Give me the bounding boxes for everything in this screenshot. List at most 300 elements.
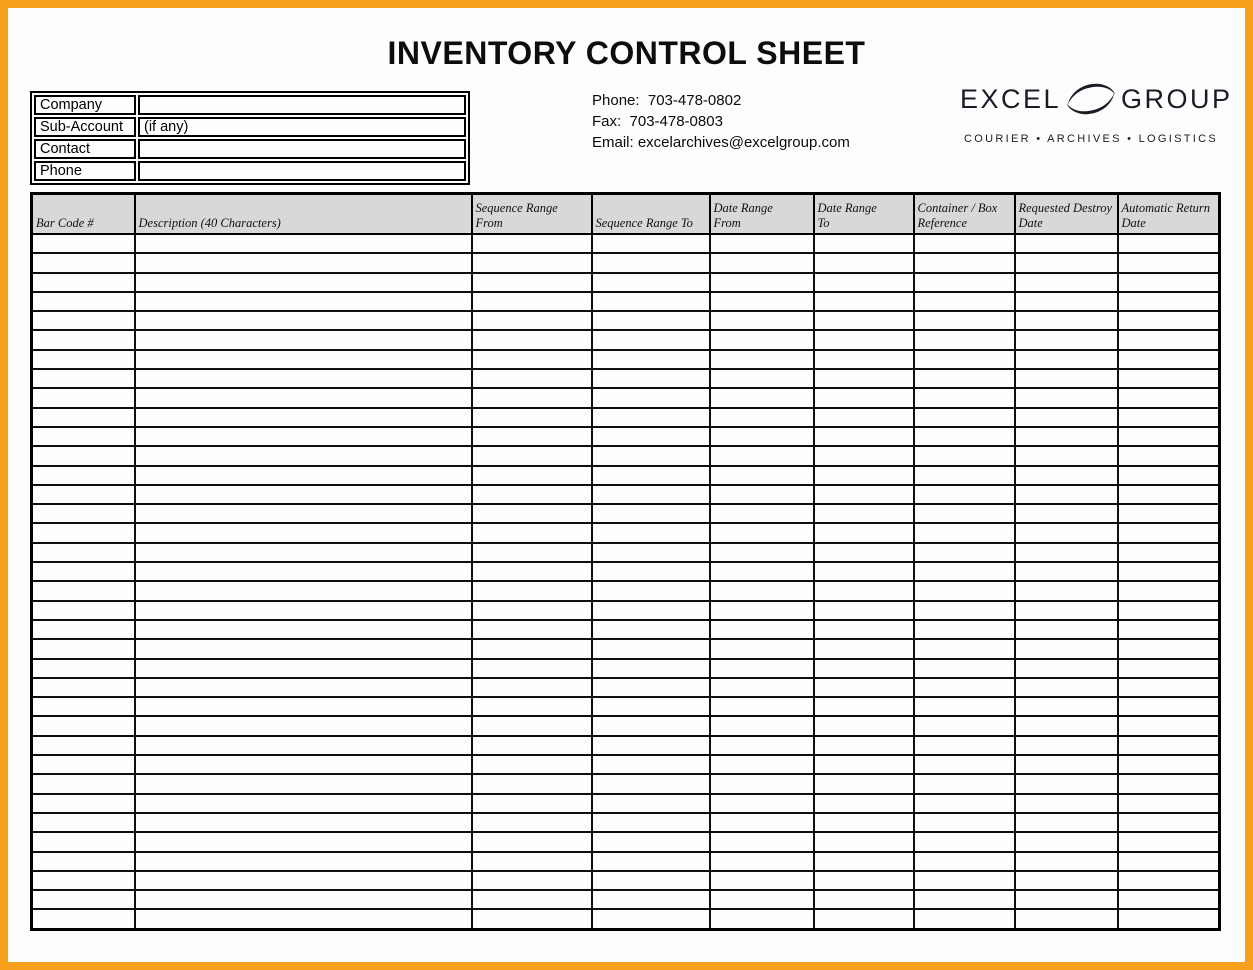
inventory-cell[interactable]	[710, 466, 814, 485]
inventory-cell[interactable]	[1118, 330, 1220, 349]
inventory-cell[interactable]	[1118, 832, 1220, 851]
inventory-cell[interactable]	[814, 832, 914, 851]
inventory-cell[interactable]	[710, 678, 814, 697]
inventory-cell[interactable]	[135, 774, 472, 793]
inventory-cell[interactable]	[135, 832, 472, 851]
inventory-cell[interactable]	[1118, 774, 1220, 793]
inventory-cell[interactable]	[135, 909, 472, 929]
inventory-cell[interactable]	[1015, 330, 1118, 349]
inventory-cell[interactable]	[710, 620, 814, 639]
inventory-cell[interactable]	[592, 427, 710, 446]
inventory-cell[interactable]	[914, 427, 1015, 446]
inventory-cell[interactable]	[710, 273, 814, 292]
inventory-cell[interactable]	[472, 292, 592, 311]
inventory-cell[interactable]	[814, 755, 914, 774]
sub-account-value-field[interactable]: (if any)	[138, 117, 466, 137]
inventory-cell[interactable]	[472, 311, 592, 330]
inventory-cell[interactable]	[1015, 292, 1118, 311]
inventory-cell[interactable]	[814, 871, 914, 890]
inventory-cell[interactable]	[710, 909, 814, 929]
inventory-cell[interactable]	[914, 466, 1015, 485]
inventory-cell[interactable]	[1118, 909, 1220, 929]
inventory-cell[interactable]	[814, 466, 914, 485]
inventory-cell[interactable]	[135, 813, 472, 832]
inventory-cell[interactable]	[472, 562, 592, 581]
inventory-cell[interactable]	[472, 446, 592, 465]
inventory-cell[interactable]	[710, 253, 814, 272]
inventory-cell[interactable]	[32, 774, 135, 793]
inventory-cell[interactable]	[592, 253, 710, 272]
inventory-cell[interactable]	[1118, 466, 1220, 485]
inventory-cell[interactable]	[1015, 273, 1118, 292]
inventory-cell[interactable]	[32, 562, 135, 581]
inventory-cell[interactable]	[592, 871, 710, 890]
inventory-cell[interactable]	[592, 755, 710, 774]
inventory-cell[interactable]	[1118, 697, 1220, 716]
inventory-cell[interactable]	[710, 311, 814, 330]
inventory-cell[interactable]	[135, 504, 472, 523]
inventory-cell[interactable]	[1015, 523, 1118, 542]
inventory-cell[interactable]	[135, 562, 472, 581]
inventory-cell[interactable]	[710, 852, 814, 871]
inventory-cell[interactable]	[135, 601, 472, 620]
inventory-cell[interactable]	[1015, 369, 1118, 388]
inventory-cell[interactable]	[32, 871, 135, 890]
inventory-cell[interactable]	[472, 330, 592, 349]
inventory-cell[interactable]	[914, 543, 1015, 562]
inventory-cell[interactable]	[32, 890, 135, 909]
inventory-cell[interactable]	[1015, 620, 1118, 639]
inventory-cell[interactable]	[710, 408, 814, 427]
inventory-cell[interactable]	[135, 446, 472, 465]
inventory-cell[interactable]	[814, 852, 914, 871]
inventory-cell[interactable]	[592, 388, 710, 407]
inventory-cell[interactable]	[1118, 543, 1220, 562]
inventory-cell[interactable]	[710, 292, 814, 311]
inventory-cell[interactable]	[814, 774, 914, 793]
inventory-cell[interactable]	[592, 620, 710, 639]
inventory-cell[interactable]	[914, 755, 1015, 774]
inventory-cell[interactable]	[914, 794, 1015, 813]
inventory-cell[interactable]	[710, 813, 814, 832]
inventory-cell[interactable]	[1015, 543, 1118, 562]
inventory-cell[interactable]	[1118, 273, 1220, 292]
inventory-cell[interactable]	[32, 581, 135, 600]
inventory-cell[interactable]	[135, 485, 472, 504]
inventory-cell[interactable]	[914, 909, 1015, 929]
inventory-cell[interactable]	[592, 581, 710, 600]
inventory-cell[interactable]	[1118, 234, 1220, 253]
inventory-cell[interactable]	[710, 736, 814, 755]
inventory-cell[interactable]	[1118, 678, 1220, 697]
inventory-cell[interactable]	[32, 466, 135, 485]
inventory-cell[interactable]	[814, 523, 914, 542]
inventory-cell[interactable]	[592, 890, 710, 909]
inventory-cell[interactable]	[472, 832, 592, 851]
inventory-cell[interactable]	[914, 408, 1015, 427]
inventory-cell[interactable]	[472, 639, 592, 658]
inventory-cell[interactable]	[914, 388, 1015, 407]
inventory-cell[interactable]	[592, 639, 710, 658]
inventory-cell[interactable]	[710, 234, 814, 253]
inventory-cell[interactable]	[592, 716, 710, 735]
inventory-cell[interactable]	[710, 485, 814, 504]
inventory-cell[interactable]	[1118, 852, 1220, 871]
inventory-cell[interactable]	[472, 774, 592, 793]
inventory-cell[interactable]	[32, 369, 135, 388]
inventory-cell[interactable]	[814, 388, 914, 407]
inventory-cell[interactable]	[814, 890, 914, 909]
inventory-cell[interactable]	[710, 504, 814, 523]
inventory-cell[interactable]	[1015, 697, 1118, 716]
inventory-cell[interactable]	[472, 350, 592, 369]
inventory-cell[interactable]	[472, 890, 592, 909]
inventory-cell[interactable]	[1118, 639, 1220, 658]
inventory-cell[interactable]	[592, 909, 710, 929]
inventory-cell[interactable]	[32, 678, 135, 697]
inventory-cell[interactable]	[1015, 504, 1118, 523]
inventory-cell[interactable]	[472, 504, 592, 523]
inventory-cell[interactable]	[472, 620, 592, 639]
inventory-cell[interactable]	[814, 794, 914, 813]
inventory-cell[interactable]	[472, 736, 592, 755]
inventory-cell[interactable]	[135, 273, 472, 292]
inventory-cell[interactable]	[592, 562, 710, 581]
inventory-cell[interactable]	[814, 292, 914, 311]
inventory-cell[interactable]	[1015, 813, 1118, 832]
inventory-cell[interactable]	[1118, 253, 1220, 272]
inventory-cell[interactable]	[710, 659, 814, 678]
inventory-cell[interactable]	[1118, 427, 1220, 446]
inventory-cell[interactable]	[814, 678, 914, 697]
inventory-cell[interactable]	[1118, 755, 1220, 774]
inventory-cell[interactable]	[32, 485, 135, 504]
inventory-cell[interactable]	[135, 330, 472, 349]
inventory-cell[interactable]	[135, 234, 472, 253]
inventory-cell[interactable]	[814, 562, 914, 581]
inventory-cell[interactable]	[814, 813, 914, 832]
inventory-cell[interactable]	[1015, 736, 1118, 755]
inventory-cell[interactable]	[592, 273, 710, 292]
inventory-cell[interactable]	[914, 832, 1015, 851]
inventory-cell[interactable]	[32, 909, 135, 929]
inventory-cell[interactable]	[592, 794, 710, 813]
inventory-cell[interactable]	[135, 871, 472, 890]
inventory-cell[interactable]	[135, 678, 472, 697]
inventory-cell[interactable]	[135, 620, 472, 639]
inventory-cell[interactable]	[32, 446, 135, 465]
inventory-cell[interactable]	[814, 273, 914, 292]
inventory-cell[interactable]	[135, 716, 472, 735]
inventory-cell[interactable]	[135, 659, 472, 678]
inventory-cell[interactable]	[914, 253, 1015, 272]
inventory-cell[interactable]	[472, 369, 592, 388]
inventory-cell[interactable]	[814, 620, 914, 639]
inventory-cell[interactable]	[914, 446, 1015, 465]
inventory-cell[interactable]	[592, 678, 710, 697]
inventory-cell[interactable]	[1015, 485, 1118, 504]
inventory-cell[interactable]	[592, 659, 710, 678]
inventory-cell[interactable]	[135, 697, 472, 716]
inventory-cell[interactable]	[814, 736, 914, 755]
inventory-cell[interactable]	[814, 543, 914, 562]
inventory-cell[interactable]	[135, 292, 472, 311]
inventory-cell[interactable]	[135, 639, 472, 658]
inventory-cell[interactable]	[1118, 504, 1220, 523]
inventory-cell[interactable]	[1015, 659, 1118, 678]
inventory-cell[interactable]	[914, 292, 1015, 311]
inventory-cell[interactable]	[472, 523, 592, 542]
inventory-cell[interactable]	[814, 427, 914, 446]
inventory-cell[interactable]	[592, 369, 710, 388]
inventory-cell[interactable]	[814, 234, 914, 253]
inventory-cell[interactable]	[1015, 909, 1118, 929]
inventory-cell[interactable]	[914, 678, 1015, 697]
inventory-cell[interactable]	[472, 601, 592, 620]
inventory-cell[interactable]	[592, 350, 710, 369]
inventory-cell[interactable]	[472, 909, 592, 929]
inventory-cell[interactable]	[592, 485, 710, 504]
inventory-cell[interactable]	[135, 581, 472, 600]
inventory-cell[interactable]	[135, 388, 472, 407]
inventory-cell[interactable]	[472, 813, 592, 832]
contact-value-field[interactable]	[138, 139, 466, 159]
inventory-cell[interactable]	[1118, 581, 1220, 600]
inventory-cell[interactable]	[710, 330, 814, 349]
inventory-cell[interactable]	[1015, 350, 1118, 369]
inventory-cell[interactable]	[472, 678, 592, 697]
inventory-cell[interactable]	[814, 909, 914, 929]
inventory-cell[interactable]	[814, 485, 914, 504]
phone-value-field[interactable]	[138, 161, 466, 181]
inventory-cell[interactable]	[472, 466, 592, 485]
inventory-cell[interactable]	[814, 716, 914, 735]
inventory-cell[interactable]	[32, 523, 135, 542]
inventory-cell[interactable]	[1118, 408, 1220, 427]
inventory-cell[interactable]	[710, 350, 814, 369]
inventory-cell[interactable]	[592, 852, 710, 871]
inventory-cell[interactable]	[32, 620, 135, 639]
inventory-cell[interactable]	[32, 292, 135, 311]
inventory-cell[interactable]	[814, 311, 914, 330]
inventory-cell[interactable]	[710, 369, 814, 388]
inventory-cell[interactable]	[135, 890, 472, 909]
inventory-cell[interactable]	[32, 813, 135, 832]
inventory-cell[interactable]	[1118, 601, 1220, 620]
inventory-cell[interactable]	[814, 504, 914, 523]
inventory-cell[interactable]	[135, 736, 472, 755]
inventory-cell[interactable]	[1118, 350, 1220, 369]
inventory-cell[interactable]	[1118, 446, 1220, 465]
inventory-cell[interactable]	[814, 639, 914, 658]
inventory-cell[interactable]	[592, 330, 710, 349]
inventory-cell[interactable]	[914, 485, 1015, 504]
inventory-cell[interactable]	[914, 523, 1015, 542]
inventory-cell[interactable]	[1118, 620, 1220, 639]
inventory-cell[interactable]	[710, 890, 814, 909]
inventory-cell[interactable]	[1118, 716, 1220, 735]
inventory-cell[interactable]	[32, 253, 135, 272]
inventory-cell[interactable]	[1015, 466, 1118, 485]
inventory-cell[interactable]	[592, 736, 710, 755]
inventory-cell[interactable]	[592, 774, 710, 793]
inventory-cell[interactable]	[592, 601, 710, 620]
inventory-cell[interactable]	[1118, 736, 1220, 755]
inventory-cell[interactable]	[914, 562, 1015, 581]
inventory-cell[interactable]	[914, 659, 1015, 678]
inventory-cell[interactable]	[710, 871, 814, 890]
inventory-cell[interactable]	[1118, 523, 1220, 542]
inventory-cell[interactable]	[1118, 871, 1220, 890]
inventory-cell[interactable]	[472, 755, 592, 774]
inventory-cell[interactable]	[472, 543, 592, 562]
inventory-cell[interactable]	[592, 523, 710, 542]
inventory-cell[interactable]	[32, 311, 135, 330]
inventory-cell[interactable]	[1015, 871, 1118, 890]
inventory-cell[interactable]	[472, 273, 592, 292]
inventory-cell[interactable]	[592, 813, 710, 832]
inventory-cell[interactable]	[1015, 311, 1118, 330]
inventory-cell[interactable]	[914, 852, 1015, 871]
inventory-cell[interactable]	[814, 601, 914, 620]
inventory-cell[interactable]	[135, 253, 472, 272]
inventory-cell[interactable]	[914, 871, 1015, 890]
inventory-cell[interactable]	[32, 388, 135, 407]
inventory-cell[interactable]	[592, 832, 710, 851]
inventory-cell[interactable]	[592, 543, 710, 562]
inventory-cell[interactable]	[32, 659, 135, 678]
inventory-cell[interactable]	[914, 736, 1015, 755]
inventory-cell[interactable]	[135, 755, 472, 774]
inventory-cell[interactable]	[710, 794, 814, 813]
inventory-cell[interactable]	[32, 234, 135, 253]
inventory-cell[interactable]	[135, 523, 472, 542]
inventory-cell[interactable]	[32, 755, 135, 774]
inventory-cell[interactable]	[1015, 852, 1118, 871]
inventory-cell[interactable]	[814, 408, 914, 427]
inventory-cell[interactable]	[1015, 253, 1118, 272]
inventory-cell[interactable]	[710, 832, 814, 851]
inventory-cell[interactable]	[32, 852, 135, 871]
inventory-cell[interactable]	[472, 485, 592, 504]
inventory-cell[interactable]	[32, 736, 135, 755]
inventory-cell[interactable]	[472, 794, 592, 813]
inventory-cell[interactable]	[1015, 832, 1118, 851]
inventory-cell[interactable]	[814, 697, 914, 716]
inventory-cell[interactable]	[914, 716, 1015, 735]
inventory-cell[interactable]	[472, 716, 592, 735]
inventory-cell[interactable]	[1015, 562, 1118, 581]
inventory-cell[interactable]	[710, 388, 814, 407]
inventory-cell[interactable]	[1015, 890, 1118, 909]
inventory-cell[interactable]	[472, 697, 592, 716]
inventory-cell[interactable]	[592, 292, 710, 311]
inventory-cell[interactable]	[32, 330, 135, 349]
inventory-cell[interactable]	[1015, 794, 1118, 813]
inventory-cell[interactable]	[592, 504, 710, 523]
inventory-cell[interactable]	[592, 408, 710, 427]
inventory-cell[interactable]	[914, 581, 1015, 600]
inventory-cell[interactable]	[1015, 678, 1118, 697]
inventory-cell[interactable]	[914, 639, 1015, 658]
inventory-cell[interactable]	[135, 350, 472, 369]
inventory-cell[interactable]	[814, 659, 914, 678]
inventory-cell[interactable]	[32, 716, 135, 735]
inventory-cell[interactable]	[472, 871, 592, 890]
inventory-cell[interactable]	[1015, 427, 1118, 446]
inventory-cell[interactable]	[1118, 388, 1220, 407]
inventory-cell[interactable]	[710, 697, 814, 716]
inventory-cell[interactable]	[1118, 311, 1220, 330]
inventory-cell[interactable]	[914, 813, 1015, 832]
inventory-cell[interactable]	[1015, 774, 1118, 793]
inventory-cell[interactable]	[472, 253, 592, 272]
inventory-cell[interactable]	[914, 890, 1015, 909]
inventory-cell[interactable]	[1118, 813, 1220, 832]
inventory-cell[interactable]	[710, 774, 814, 793]
inventory-cell[interactable]	[914, 620, 1015, 639]
inventory-cell[interactable]	[32, 350, 135, 369]
inventory-cell[interactable]	[914, 697, 1015, 716]
inventory-cell[interactable]	[710, 543, 814, 562]
inventory-cell[interactable]	[1015, 234, 1118, 253]
inventory-cell[interactable]	[814, 253, 914, 272]
inventory-cell[interactable]	[32, 427, 135, 446]
inventory-cell[interactable]	[710, 601, 814, 620]
inventory-cell[interactable]	[472, 659, 592, 678]
inventory-cell[interactable]	[135, 852, 472, 871]
inventory-cell[interactable]	[592, 311, 710, 330]
inventory-cell[interactable]	[1015, 581, 1118, 600]
inventory-cell[interactable]	[1118, 292, 1220, 311]
inventory-cell[interactable]	[1118, 485, 1220, 504]
inventory-cell[interactable]	[814, 330, 914, 349]
inventory-cell[interactable]	[472, 388, 592, 407]
inventory-cell[interactable]	[914, 234, 1015, 253]
inventory-cell[interactable]	[472, 234, 592, 253]
inventory-cell[interactable]	[1118, 659, 1220, 678]
inventory-cell[interactable]	[135, 543, 472, 562]
inventory-cell[interactable]	[710, 581, 814, 600]
inventory-cell[interactable]	[592, 466, 710, 485]
inventory-cell[interactable]	[1015, 755, 1118, 774]
inventory-cell[interactable]	[710, 446, 814, 465]
inventory-cell[interactable]	[914, 504, 1015, 523]
inventory-cell[interactable]	[135, 794, 472, 813]
inventory-cell[interactable]	[814, 350, 914, 369]
inventory-cell[interactable]	[710, 562, 814, 581]
inventory-cell[interactable]	[914, 774, 1015, 793]
inventory-cell[interactable]	[32, 408, 135, 427]
inventory-cell[interactable]	[1015, 388, 1118, 407]
inventory-cell[interactable]	[914, 350, 1015, 369]
inventory-cell[interactable]	[472, 427, 592, 446]
inventory-cell[interactable]	[472, 852, 592, 871]
inventory-cell[interactable]	[135, 408, 472, 427]
inventory-cell[interactable]	[32, 273, 135, 292]
inventory-cell[interactable]	[914, 330, 1015, 349]
inventory-cell[interactable]	[710, 639, 814, 658]
inventory-cell[interactable]	[914, 311, 1015, 330]
inventory-cell[interactable]	[814, 369, 914, 388]
inventory-cell[interactable]	[592, 697, 710, 716]
inventory-cell[interactable]	[1015, 408, 1118, 427]
inventory-cell[interactable]	[1015, 601, 1118, 620]
inventory-cell[interactable]	[814, 581, 914, 600]
inventory-cell[interactable]	[1118, 562, 1220, 581]
inventory-cell[interactable]	[710, 755, 814, 774]
inventory-cell[interactable]	[32, 601, 135, 620]
